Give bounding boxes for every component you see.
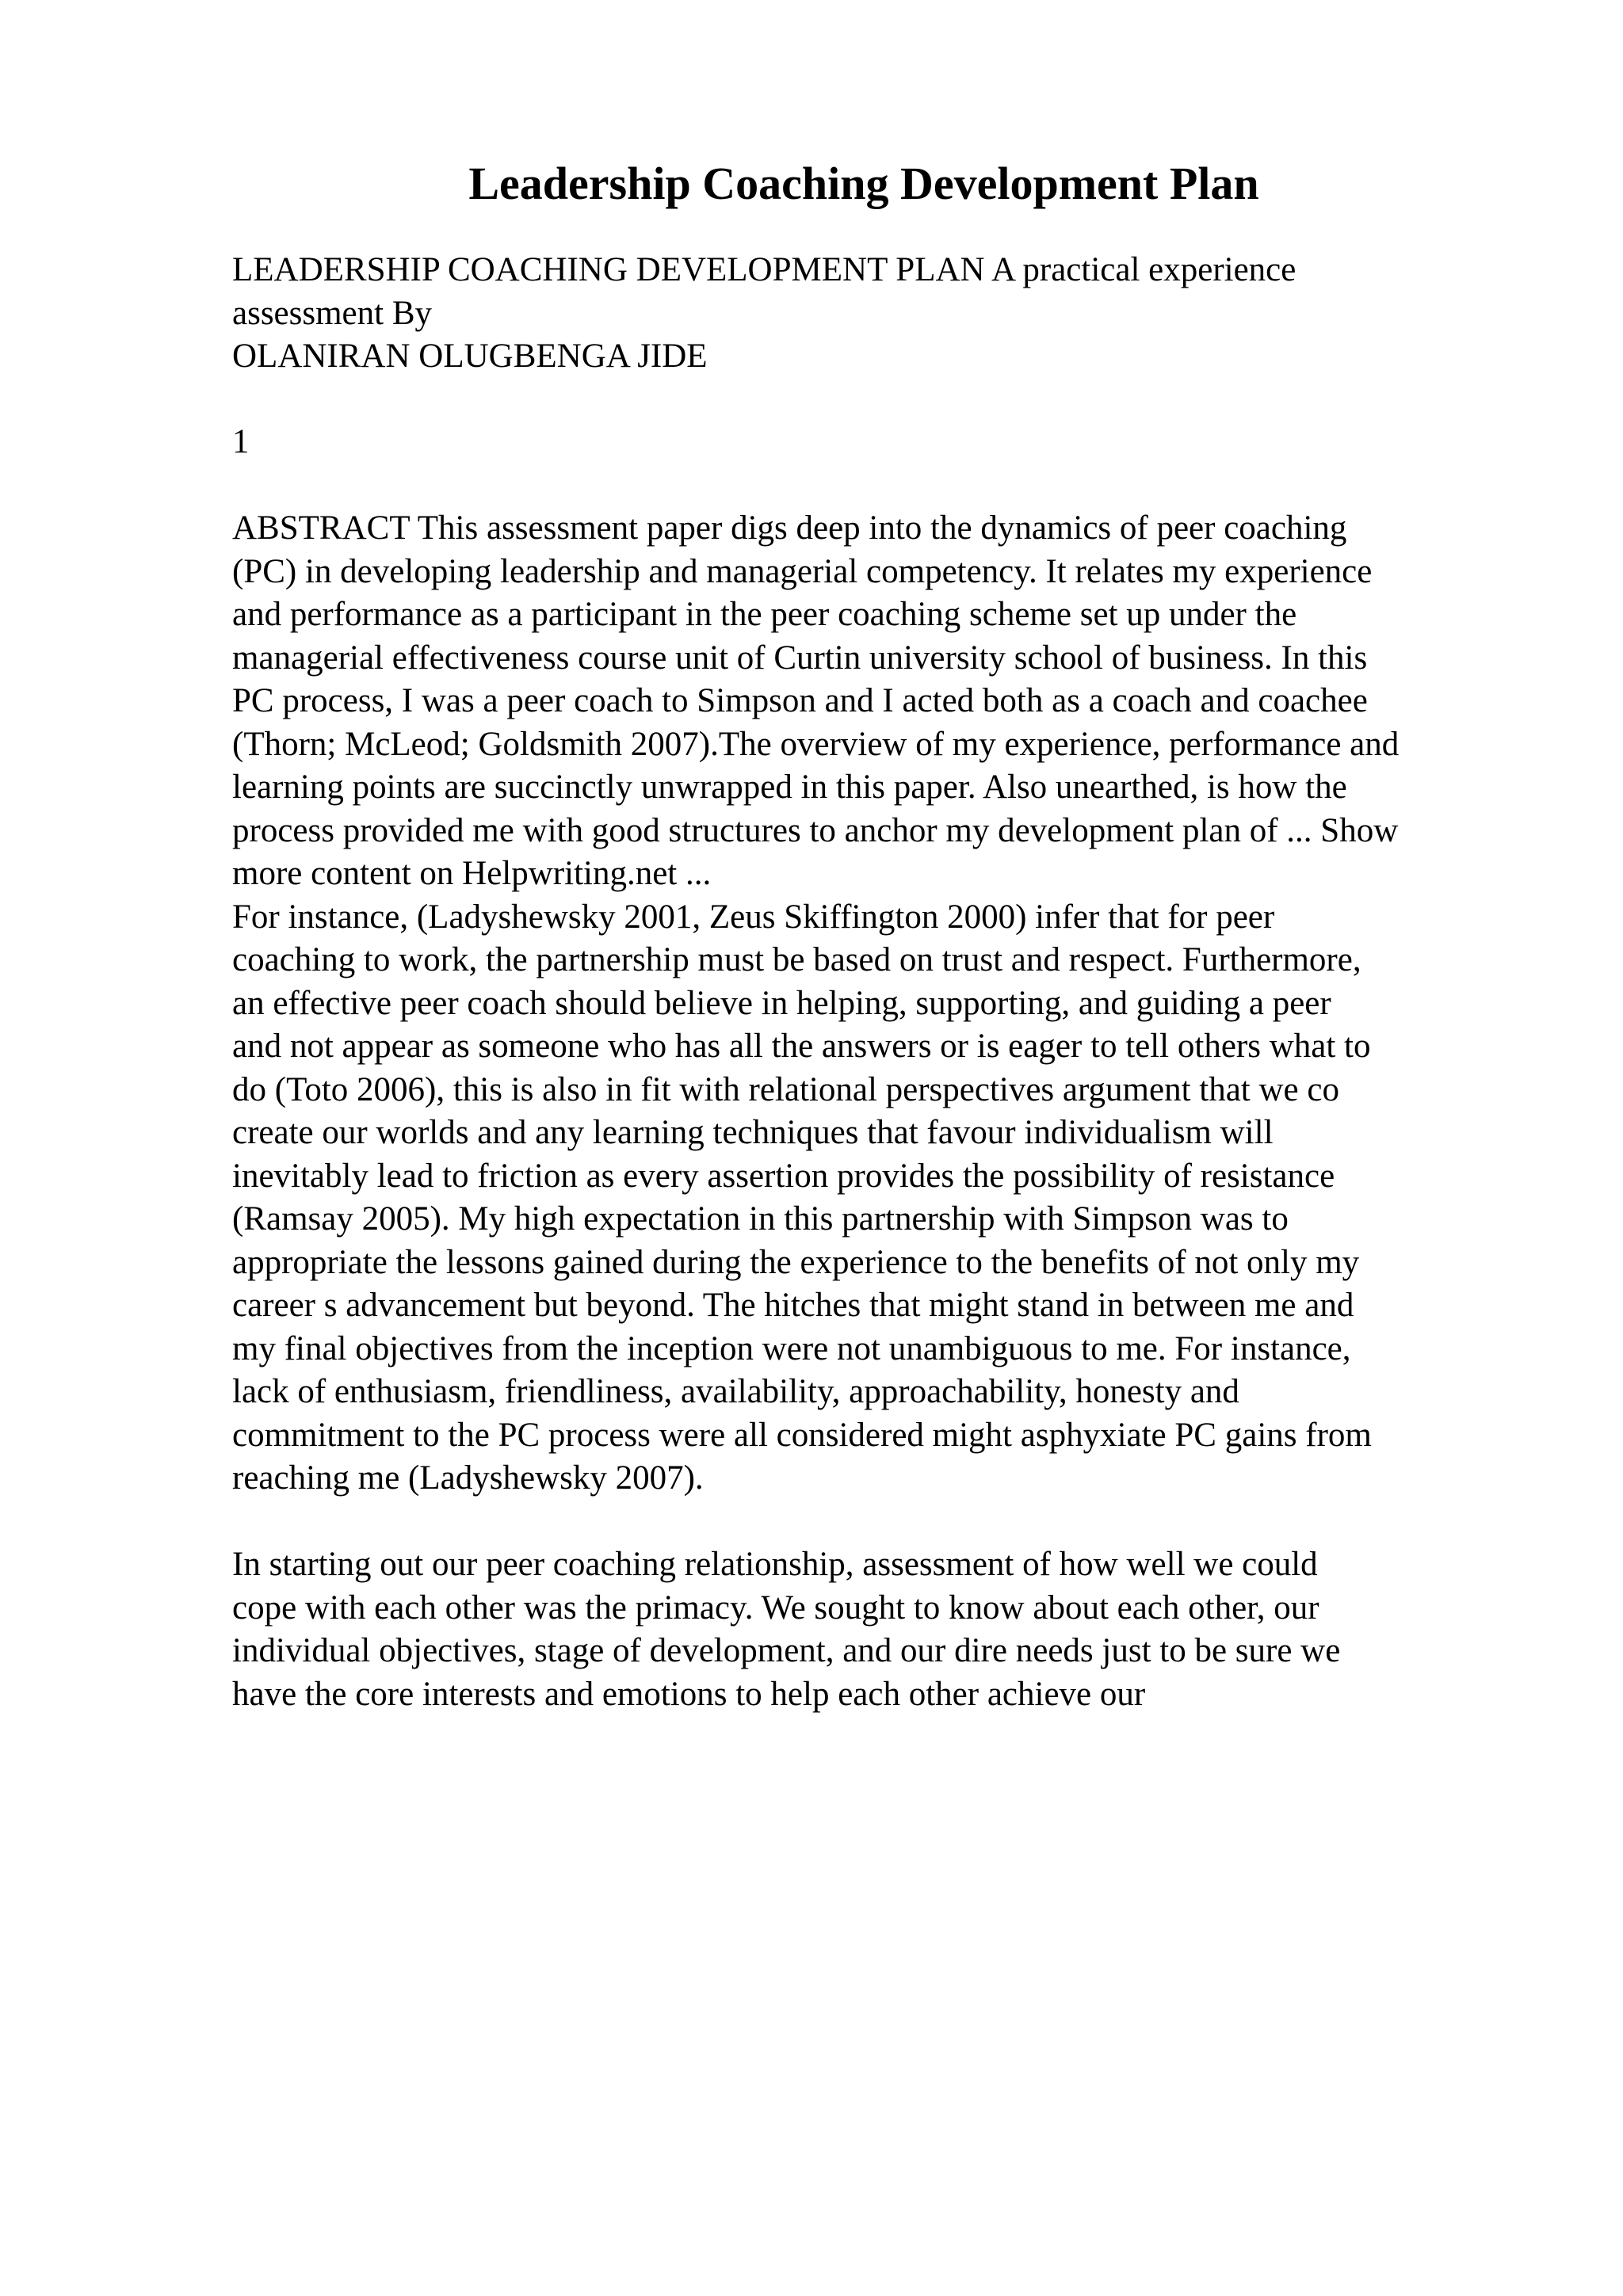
abstract-line: PC process, I was a peer coach to Simpson and I acted both as a coach and coachee [232,682,1368,719]
abstract-line: reaching me (Ladyshewsky 2007). [232,1459,704,1497]
abstract-line: ABSTRACT This assessment paper digs deep into the dynamics of peer coaching [232,509,1347,547]
abstract-line: process provided me with good structures to anchor my development plan of ... Show [232,811,1399,849]
abstract-line: coaching to work, the partnership must be based on trust and respect. Furthermore, [232,941,1361,978]
intro-block [232,249,1532,379]
abstract-line: lack of enthusiasm, friendliness, availability, approachability, honesty and [232,1373,1239,1410]
intro-line: assessment By [232,294,433,332]
body-paragraph [232,1543,1532,1716]
author-name: OLANIRAN OLUGBENGA JIDE [232,338,708,375]
abstract-line: and not appear as someone who has all the answers or is eager to tell others what to [232,1028,1371,1065]
abstract-line: my final objectives from the inception were not unambiguous to me. For instance, [232,1329,1351,1367]
abstract-line: (PC) in developing leadership and managerial competency. It relates my experience [232,552,1373,590]
abstract-line: inevitably lead to friction as every assertion provides the possibility of resistance [232,1157,1335,1195]
intro-line: LEADERSHIP COACHING DEVELOPMENT PLAN A practical experience [232,251,1296,288]
abstract-line: managerial effectiveness course unit of Curtin university school of business. In this [232,639,1368,677]
abstract-line: (Ramsay 2005). My high expectation in this partnership with Simpson was to [232,1200,1289,1238]
abstract-paragraph [232,507,1532,1501]
page-number-block [232,421,1532,464]
paragraph-line: have the core interests and emotions to help each other achieve our [232,1675,1146,1713]
page-number: 1 [232,423,250,460]
paragraph-line: cope with each other was the primacy. We sought to know about each other, our [232,1589,1319,1627]
abstract-line: create our worlds and any learning techniques that favour individualism will [232,1114,1274,1151]
abstract-line: career s advancement but beyond. The hitches that might stand in between me and [232,1287,1354,1324]
paragraph-line: In starting out our peer coaching relationship, assessment of how well we could [232,1546,1318,1583]
abstract-line: learning points are succinctly unwrapped in this paper. Also unearthed, is how the [232,769,1347,806]
abstract-line: For instance, (Ladyshewsky 2001, Zeus Skiffington 2000) infer that for peer [232,898,1275,936]
document-title: Leadership Coaching Development Plan [468,158,1259,209]
abstract-line: commitment to the PC process were all considered might asphyxiate PC gains from [232,1416,1372,1454]
abstract-line: an effective peer coach should believe in helping, supporting, and guiding a peer [232,984,1331,1022]
abstract-line: appropriate the lessons gained during the experience to the benefits of not only my [232,1243,1360,1281]
abstract-line: (Thorn; McLeod; Goldsmith 2007).The overview of my experience, performance and [232,725,1400,763]
abstract-line: do (Toto 2006), this is also in fit with relational perspectives argument that we co [232,1070,1339,1108]
abstract-line: and performance as a participant in the peer coaching scheme set up under the [232,596,1297,633]
abstract-line: more content on Helpwriting.net ... [232,855,712,892]
paragraph-line: individual objectives, stage of development, and our dire needs just to be sure we [232,1632,1341,1669]
